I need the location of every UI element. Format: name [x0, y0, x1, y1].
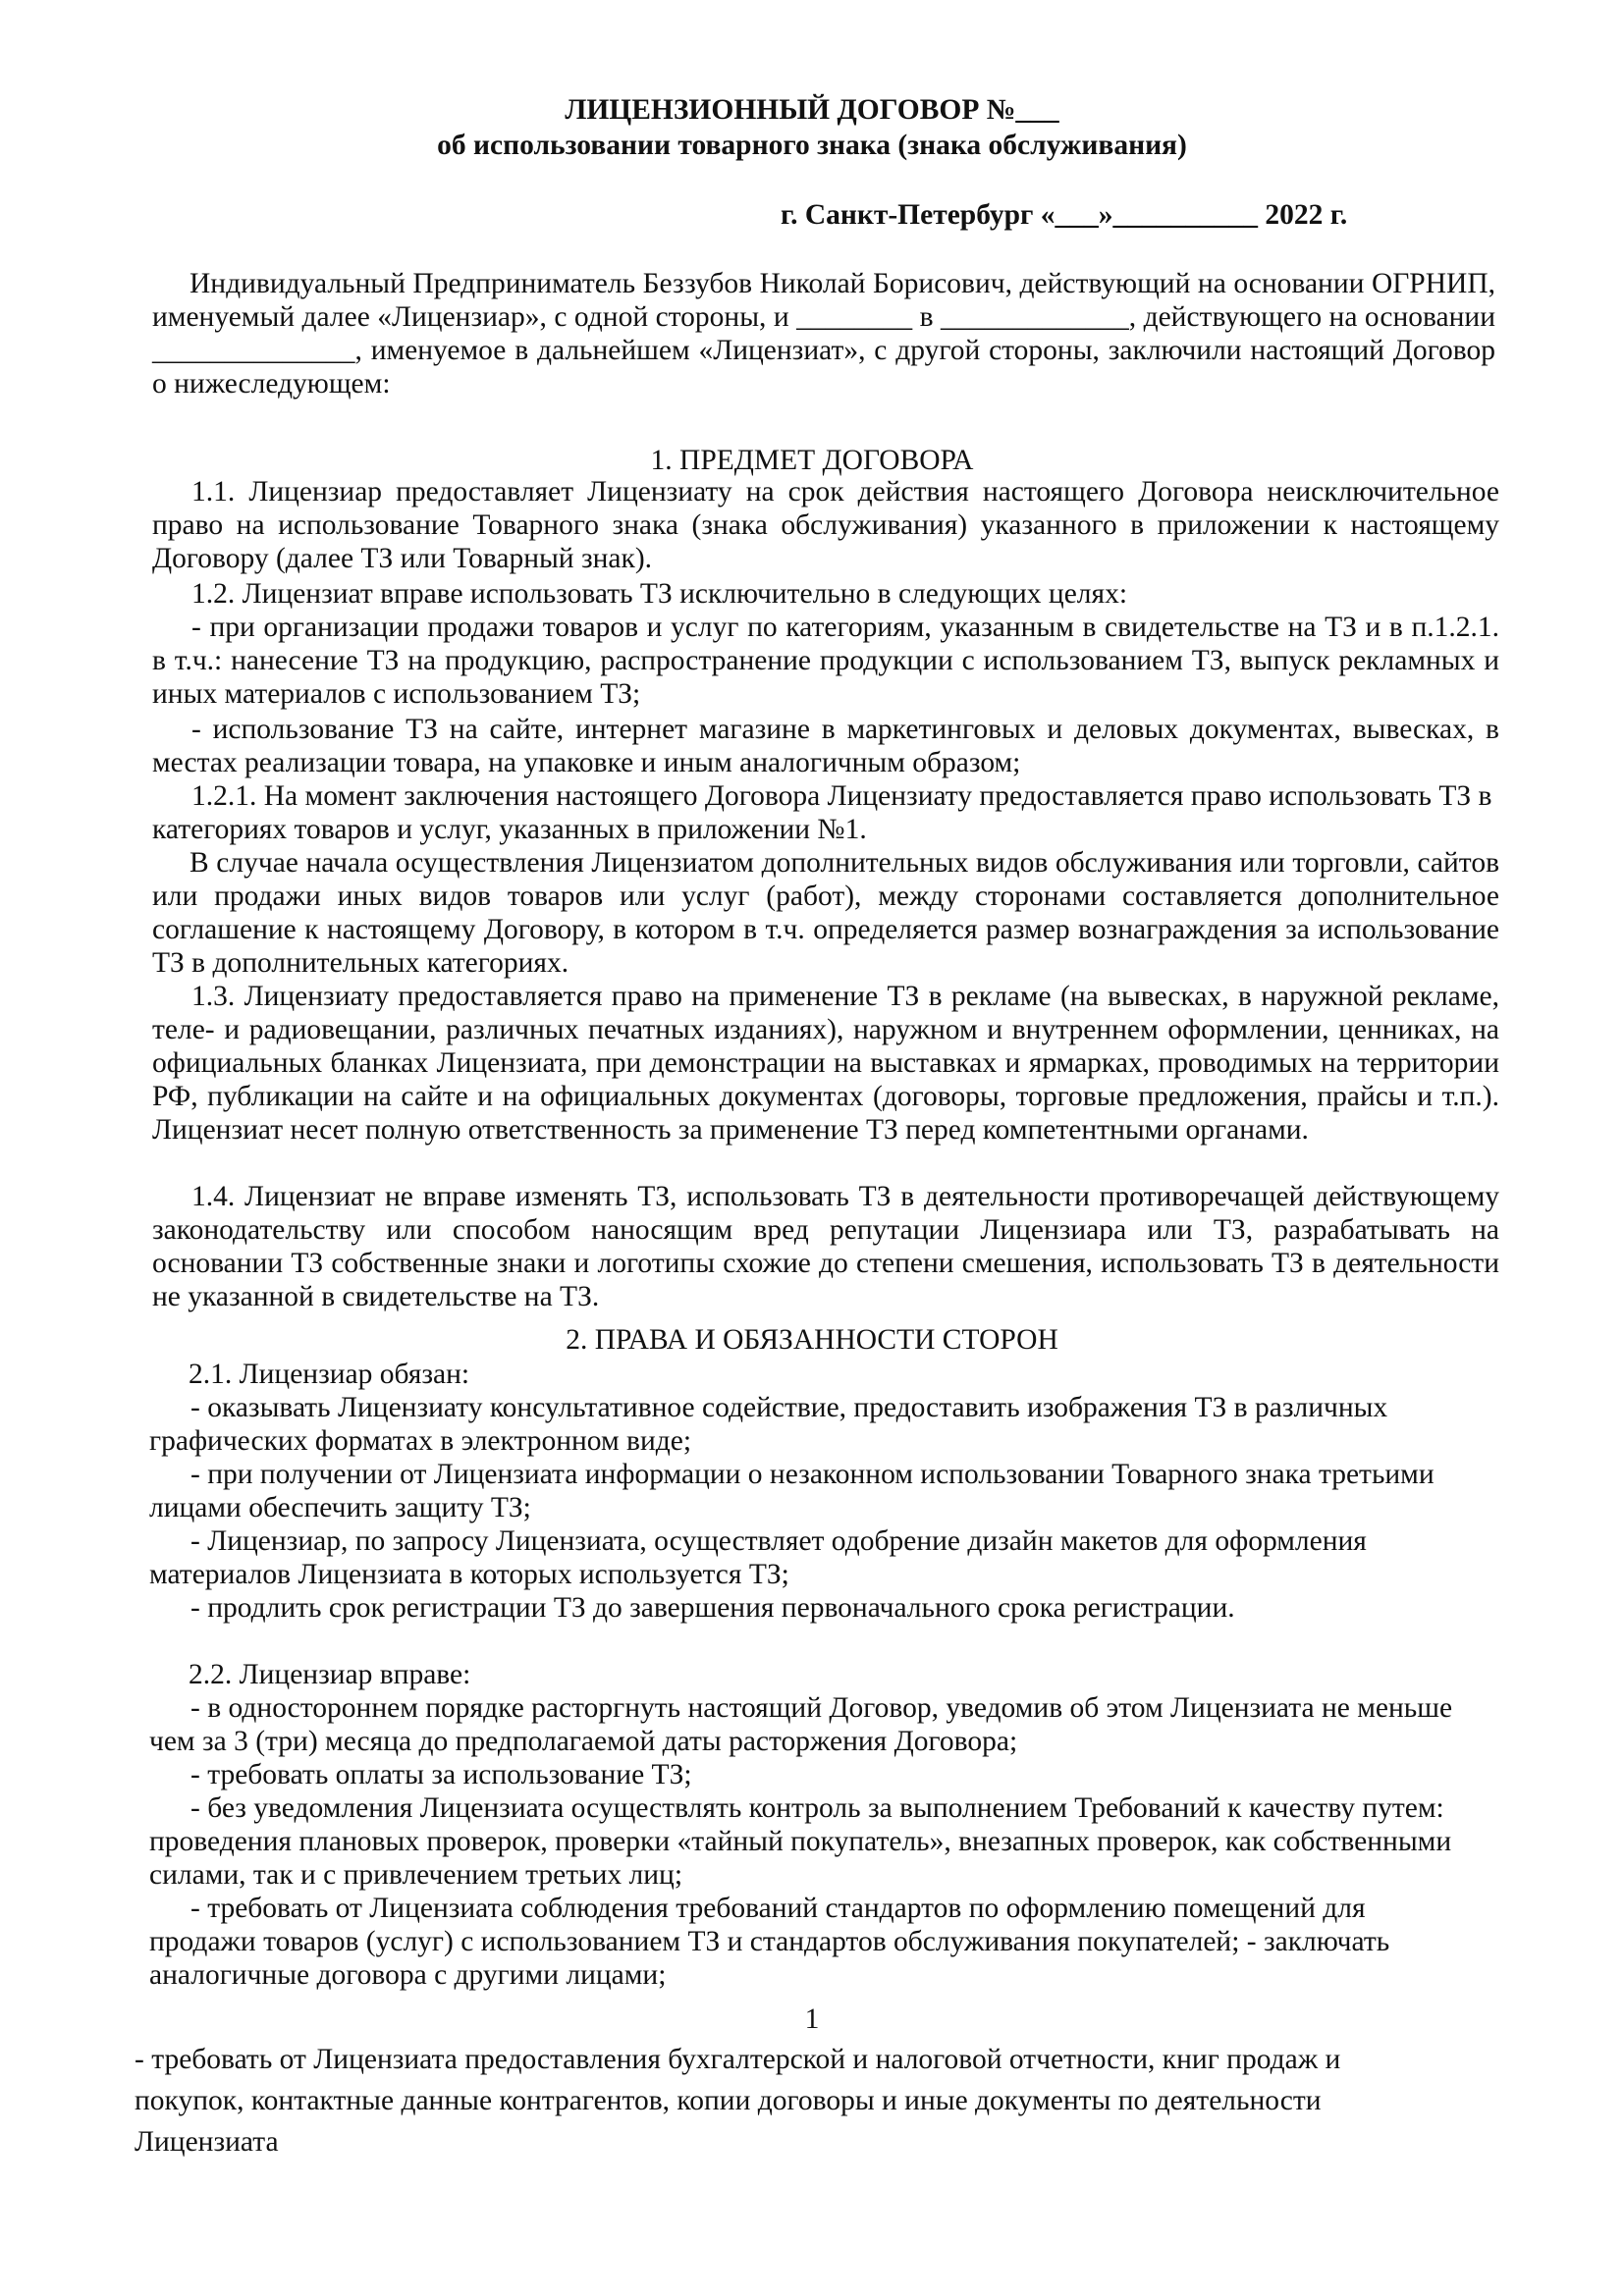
clause-2-2-b: - требовать оплаты за использование ТЗ; [190, 1759, 692, 1790]
city-date-line: г. Санкт-Петербург «___»__________ 2022 г. [781, 199, 1348, 231]
clause-2-1-c-line-2: материалов Лицензиата в которых используется ТЗ; [149, 1559, 789, 1590]
clause-1-2-1: 1.2.1. На момент заключения настоящего Договора Лицензиату предоставляется право использовать ТЗ в категориях товаров и услуг, указанных в приложении №1. [152, 780, 1492, 845]
clause-2-1-b-line-1: - при получении от Лицензиата информации о незаконном использовании Товарного знака третьими [190, 1459, 1435, 1490]
tail-line-2: покупок, контактные данные контрагентов, копии договоры и иные документы по деятельности [135, 2085, 1322, 2116]
clause-2-2-c-line-1: - без уведомления Лицензиата осуществлять контроль за выполнением Требований к качеству путем: [190, 1792, 1444, 1824]
clause-1-2-c: В случае начала осуществления Лицензиатом дополнительных видов обслуживания или торговли, сайтов или продажи иных видов товаров или услуг (работ), между сторонами составляется дополнительное соглашение к настоящему Договору, в котором в т.ч. определяется размер вознаграждения за использование ТЗ в дополнительных категориях. [152, 847, 1499, 979]
clause-1-1: 1.1. Лицензиар предоставляет Лицензиату на срок действия настоящего Договора неисключительное право на использование Товарного знака (знака обслуживания) указанного в приложении к настоящему Договору (далее ТЗ или Товарный знак). [152, 476, 1499, 574]
clause-1-3: 1.3. Лицензиату предоставляется право на применение ТЗ в рекламе (на вывесках, в наружной рекламе, теле- и радиовещании, различных печатных изданиях), наружном и внутреннем оформлении, ценниках, на официальных бланках Лицензиата, при демонстрации на выставках и ярмарках, проводимых на территории РФ, публикации на сайте и на официальных документах (договоры, торговые предложения, прайсы и т.п.). Лицензиат несет полную ответственность за применение ТЗ перед компетентными органами. [152, 981, 1499, 1146]
clause-2-1-b-line-2: лицами обеспечить защиту ТЗ; [149, 1492, 531, 1523]
clause-2-1: 2.1. Лицензиар обязан: [189, 1359, 470, 1390]
clause-2-2-d-line-2: продажи товаров (услуг) с использованием ТЗ и стандартов обслуживания покупателей; - заключать [149, 1926, 1390, 1957]
clause-1-2-b: - использование ТЗ на сайте, интернет магазине в маркетинговых и деловых документах, вывесках, в местах реализации товара, на упаковке и иным аналогичным образом; [152, 714, 1499, 778]
document-title: ЛИЦЕНЗИОННЫЙ ДОГОВОР №___ [565, 94, 1059, 126]
clause-2-2-c-line-2: проведения плановых проверок, проверки «тайный покупатель», внезапных проверок, как собственными [149, 1826, 1452, 1857]
tail-line-1: - требовать от Лицензиата предоставления бухгалтерской и налоговой отчетности, книг продаж и [135, 2044, 1341, 2075]
clause-1-2: 1.2. Лицензиат вправе использовать ТЗ исключительно в следующих целях: [191, 578, 1128, 610]
document-subtitle: об использовании товарного знака (знака обслуживания) [437, 130, 1187, 161]
clause-2-2-d-line-1: - требовать от Лицензиата соблюдения требований стандартов по оформлению помещений для [190, 1893, 1366, 1924]
clause-2-2-d-line-3: аналогичные договора с другими лицами; [149, 1959, 667, 1991]
clause-2-2-a-line-1: - в одностороннем порядке расторгнуть настоящий Договор, уведомив об этом Лицензиата не меньше [190, 1692, 1453, 1724]
clause-2-2: 2.2. Лицензиар вправе: [189, 1659, 471, 1690]
section-2-heading: 2. ПРАВА И ОБЯЗАННОСТИ СТОРОН [566, 1324, 1058, 1356]
clause-1-2-a: - при организации продажи товаров и услуг по категориям, указанным в свидетельстве на ТЗ и в п.1.2.1. в т.ч.: нанесение ТЗ на продукцию, распространение продукции с использованием ТЗ, выпуск рекламных и иных материалов с использованием ТЗ; [152, 612, 1499, 710]
clause-2-1-a-line-1: - оказывать Лицензиату консультативное содействие, предоставить изображения ТЗ в различных [190, 1392, 1388, 1423]
clause-2-1-d: - продлить срок регистрации ТЗ до завершения первоначального срока регистрации. [190, 1592, 1235, 1624]
clause-2-1-a-line-2: графических форматах в электронном виде; [149, 1425, 692, 1457]
clause-1-4: 1.4. Лицензиат не вправе изменять ТЗ, использовать ТЗ в деятельности противоречащей действующему законодательству или способом наносящим вред репутации Лицензиара или ТЗ, разрабатывать на основании ТЗ собственные знаки и логотипы схожие до степени смешения, использовать ТЗ в деятельности не указанной в свидетельстве на ТЗ. [152, 1181, 1499, 1312]
clause-2-2-a-line-2: чем за 3 (три) месяца до предполагаемой даты расторжения Договора; [149, 1726, 1018, 1757]
tail-line-3: Лицензиата [135, 2126, 279, 2158]
page-number: 1 [804, 2003, 820, 2035]
section-1-heading: 1. ПРЕДМЕТ ДОГОВОРА [650, 445, 974, 476]
clause-2-2-c-line-3: силами, так и с привлечением третьих лиц; [149, 1859, 683, 1891]
intro-paragraph: Индивидуальный Предприниматель Беззубов Николай Борисович, действующий на основании ОГРНИП, именуемый далее «Лицензиар», с одной стороны, и ________ в _____________, действующего на основании ______________, именуемое в дальнейшем «Лицензиат», с другой стороны, заключили настоящий Договор о нижеследующем: [152, 268, 1495, 400]
clause-2-1-c-line-1: - Лицензиар, по запросу Лицензиата, осуществляет одобрение дизайн макетов для оформления [190, 1525, 1367, 1557]
